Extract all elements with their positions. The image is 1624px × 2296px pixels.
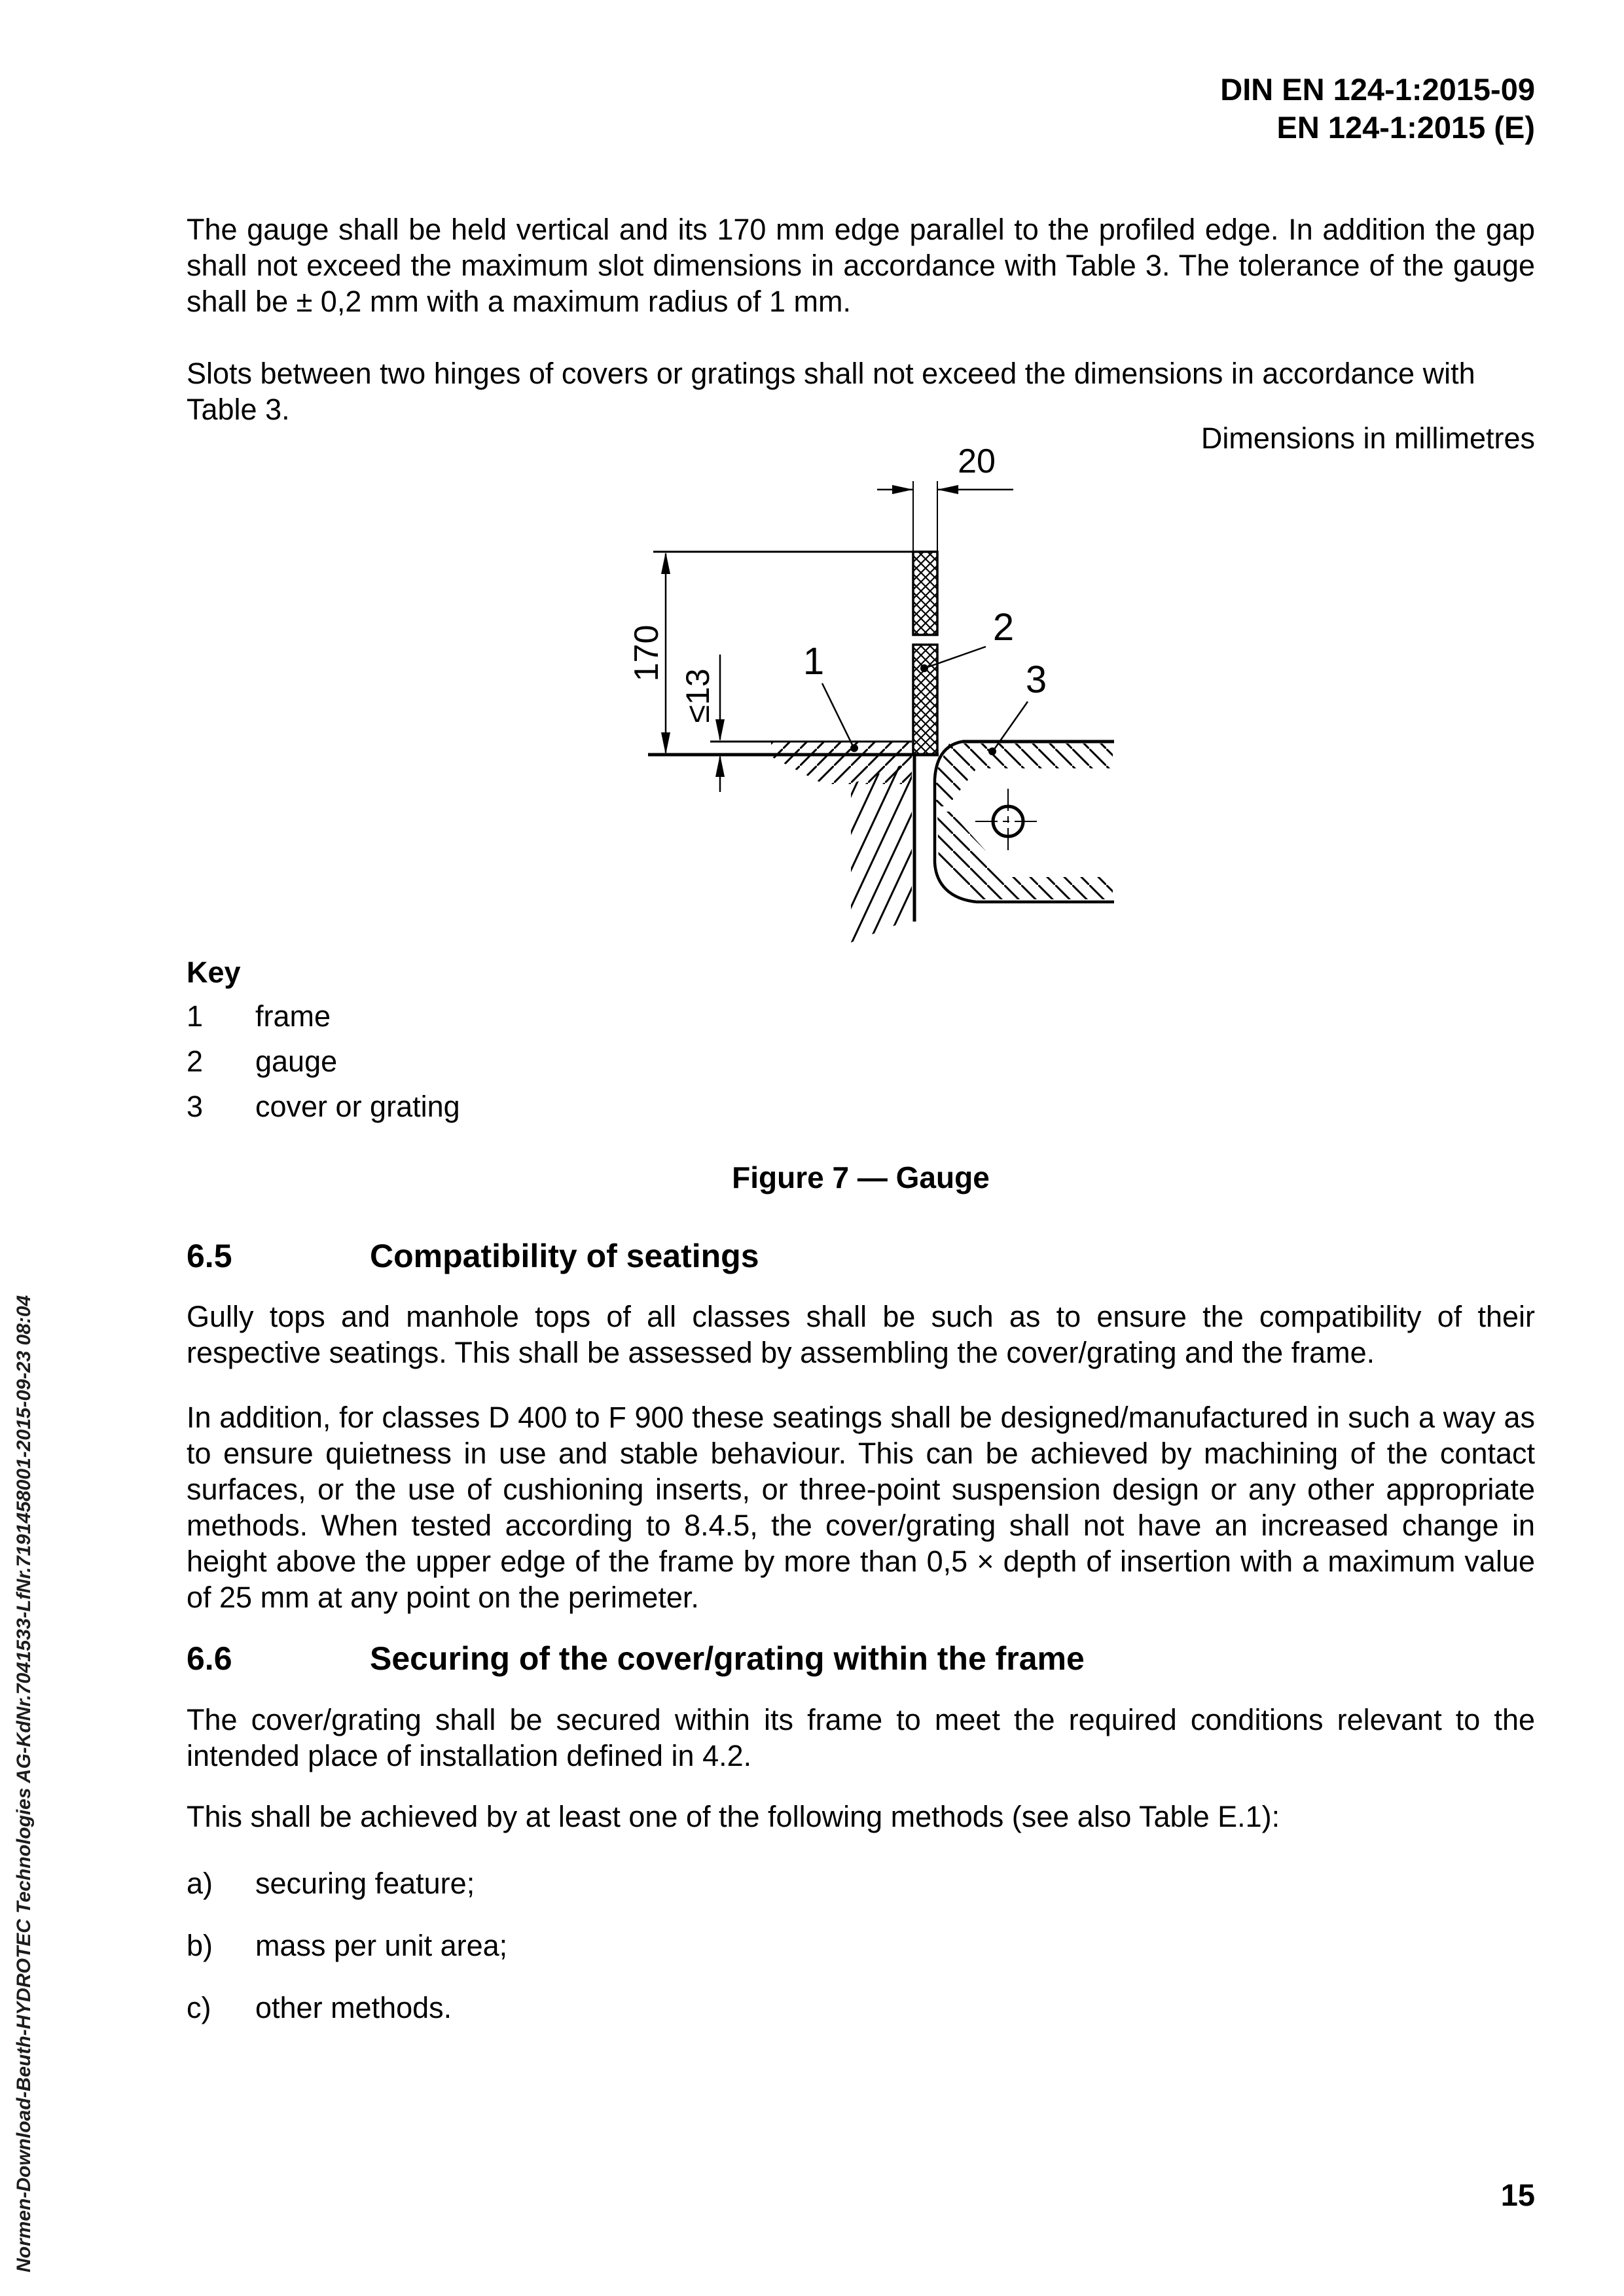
part-label-2: 2 [992, 606, 1015, 649]
dim20-label: 20 [958, 442, 996, 480]
gauge-bar-upper [913, 552, 937, 635]
section-title: Compatibility of seatings [370, 1238, 759, 1274]
paragraph-gauge: The gauge shall be held vertical and its 170 mm edge parallel to the profiled edge. In addition the gap shall not exceed the maximum slot dimensions in accordance with Table 3. The tolerance of the gauge shall be ± 0,2 mm with a maximum radius of 1 mm. [187, 213, 1535, 318]
key-item-cover [187, 1088, 1535, 1124]
key-item-label: frame [255, 999, 331, 1033]
dim13-label: ≤13 [679, 668, 716, 723]
paragraph-6-6-b: This shall be achieved by at least one of the following methods (see also Table E.1): [187, 1800, 1280, 1833]
list-item-b [187, 1928, 1535, 1964]
list-text: other methods. [255, 1991, 452, 2024]
list-text: mass per unit area; [255, 1929, 508, 1962]
key-item-number: 3 [187, 1090, 204, 1123]
paragraph-6-5-a: Gully tops and manhole tops of all classes shall be such as to ensure the compatibility of their respective seatings. This shall be assessed by assembling the cover/grating and the frame. [187, 1300, 1535, 1369]
leader-1-dot [850, 744, 858, 752]
dimensions-note: Dimensions in millimetres [1200, 422, 1535, 455]
key-item-gauge [187, 1043, 1535, 1079]
content-column [187, 0, 1535, 2296]
gauge-bar-lower [913, 645, 937, 755]
key-item-number: 1 [187, 999, 204, 1033]
dim13-arrow-up [715, 755, 725, 777]
list-item-c [187, 1990, 1535, 2026]
header-line-1: DIN EN 124-1:2015-09 [1220, 72, 1535, 107]
part-label-1: 1 [803, 640, 825, 683]
paragraph-slots: Slots between two hinges of covers or gratings shall not exceed the dimensions in accordance with Table 3. [187, 357, 1475, 426]
key-item-label: gauge [255, 1045, 338, 1078]
page-number: 15 [1500, 2178, 1535, 2212]
cover-hatch-top [936, 744, 1113, 806]
list-item-a [187, 1865, 1535, 1901]
frame-hatch-wall [851, 761, 912, 942]
figure-caption: Figure 7 — Gauge [732, 1160, 990, 1194]
part-label-3: 3 [1025, 658, 1047, 701]
dim20-arrow-right [937, 485, 958, 494]
list-marker: a) [187, 1867, 213, 1900]
page-header [187, 71, 1535, 147]
watermark-sidebar-text: Normen-Download-Beuth-HYDROTEC Technologies AG-KdNr.7041533-LfNr.7191458001-2015-09-23 08:04 [13, 1295, 35, 2272]
leader-1 [822, 683, 853, 746]
figure-7-gauge-drawing [615, 419, 1165, 956]
figure-key-title: Key [187, 956, 241, 989]
dim170-arrow-bottom [661, 732, 670, 755]
header-line-2: EN 124-1:2015 (E) [1276, 110, 1535, 145]
dim13-arrow-down [715, 719, 725, 742]
cover-hatch-bottom [937, 812, 1113, 899]
section-title: Securing of the cover/grating within the frame [370, 1640, 1085, 1677]
key-item-frame [187, 998, 1535, 1034]
paragraph-6-6-a: The cover/grating shall be secured within its frame to meet the required conditions relevant to the intended place of installation defined in 4.2. [187, 1703, 1535, 1772]
section-number: 6.5 [187, 1238, 232, 1274]
key-item-number: 2 [187, 1045, 204, 1078]
list-marker: b) [187, 1929, 213, 1962]
heading-6-5 [187, 1237, 1535, 1275]
section-number: 6.6 [187, 1640, 232, 1677]
dim20-arrow-left [892, 485, 913, 494]
dim170-label: 170 [628, 624, 666, 682]
heading-6-6 [187, 1640, 1535, 1677]
leader-3-dot [988, 747, 996, 755]
dim170-arrow-top [661, 552, 670, 574]
key-item-label: cover or grating [255, 1090, 460, 1123]
list-text: securing feature; [255, 1867, 475, 1900]
paragraph-6-5-b: In addition, for classes D 400 to F 900 these seatings shall be designed/manufactured in such a way as to ensure quietness in use and stable behaviour. This can be achieved by machining of the contact surfaces, or the use of cushioning inserts, or three-point suspension design or any other appropriate methods. When tested according to 8.4.5, the cover/grating shall not have an increased change in height above the upper edge of the frame by more than 0,5 × depth of insertion with a maximum value of 25 mm at any point on the perimeter. [187, 1401, 1535, 1614]
list-marker: c) [187, 1991, 211, 2024]
leader-2-dot [920, 664, 928, 672]
